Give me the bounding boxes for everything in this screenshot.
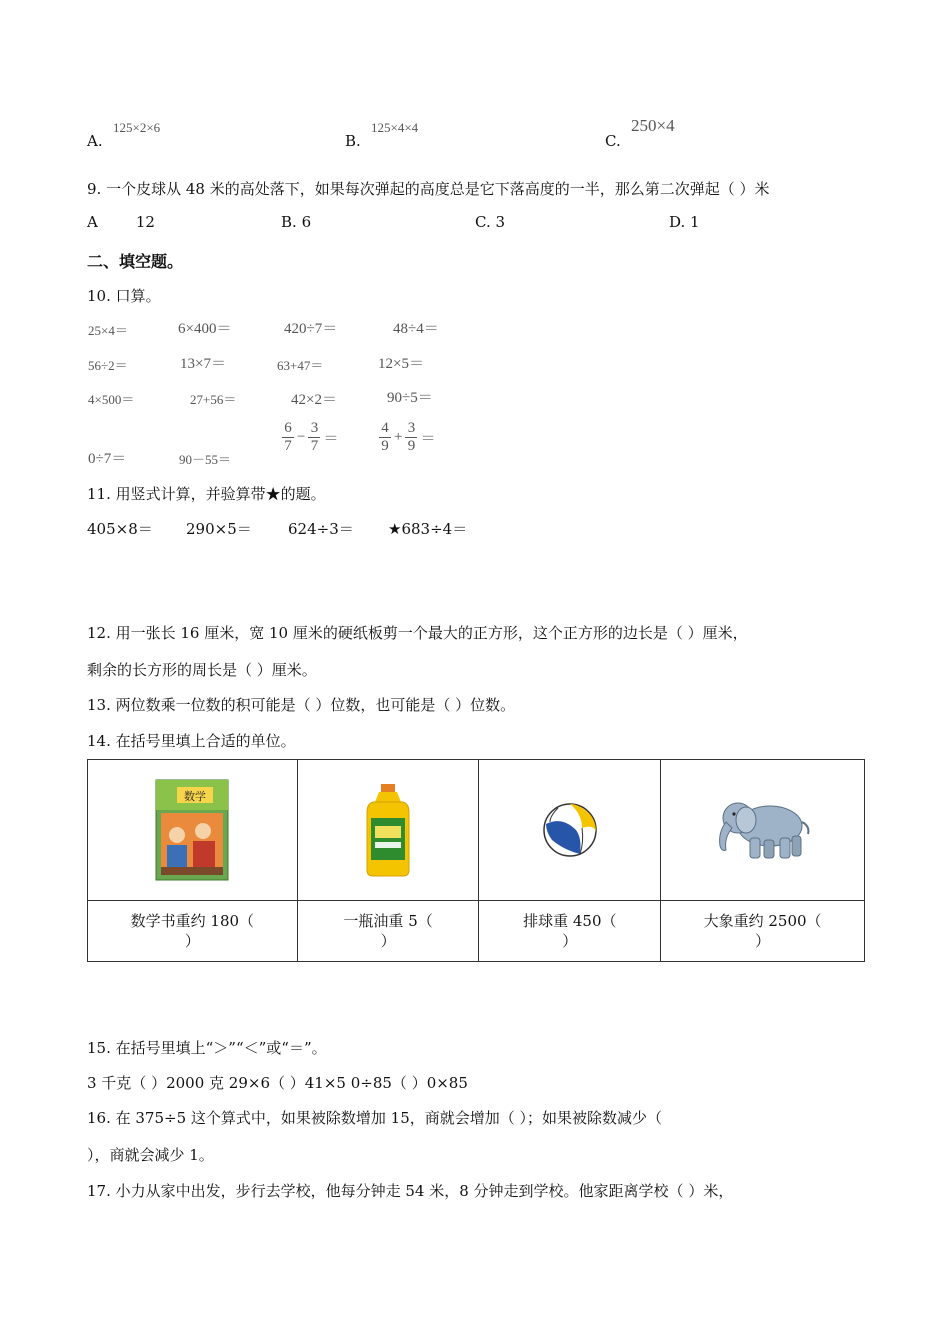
- fraction-numerator: 4: [381, 420, 389, 436]
- q9-option-b-label: B.: [281, 213, 297, 231]
- oral-calc-item: 63+47＝: [277, 358, 324, 373]
- vertical-calc-item: ★683÷4＝: [388, 520, 468, 538]
- q9-option-b: [281, 213, 311, 231]
- q9-option-a-label: A: [87, 213, 98, 231]
- oral-calc-item: 0÷7＝: [88, 451, 127, 467]
- oral-calc-item: 4×500＝: [88, 392, 135, 407]
- q9-option-d-value: 1: [690, 213, 700, 231]
- fraction-denominator: 7: [310, 438, 319, 455]
- unit-text-line-2: ）: [184, 932, 200, 950]
- oral-calc-item: 6×400＝: [178, 321, 232, 337]
- q13-question: 13. 两位数乘一位数的积可能是（ ）位数，也可能是（ ）位数。: [87, 696, 516, 714]
- unit-table: [87, 759, 865, 962]
- oral-calc-item: 27+56＝: [190, 392, 237, 407]
- oral-calc-item: 42×2＝: [291, 392, 337, 408]
- unit-image-cell: [88, 760, 298, 901]
- q8-option-c-expr: 250×4: [631, 116, 675, 135]
- q8-option-a-expr: 125×2×6: [113, 120, 161, 135]
- operator: −: [297, 429, 306, 446]
- q8-option-a-label: A.: [87, 132, 103, 150]
- q8-option-c-label: C.: [605, 132, 621, 150]
- unit-text-line-2: ）: [562, 932, 578, 950]
- operator: +: [394, 429, 403, 446]
- unit-text-cell: [297, 901, 479, 962]
- fraction: [379, 420, 391, 456]
- unit-image-cell: [479, 760, 661, 901]
- math-book-icon: [155, 779, 229, 881]
- oil-bottle-icon: [365, 782, 411, 878]
- fraction: [308, 420, 320, 456]
- unit-text-cell: [661, 901, 865, 962]
- q15-title: 15. 在括号里填上“＞”“＜”或“＝”。: [87, 1039, 327, 1057]
- q9-option-d-label: D.: [669, 213, 686, 231]
- oral-calc-item: 12×5＝: [378, 356, 424, 372]
- unit-text-line-1: 排球重 450（: [523, 912, 617, 930]
- fraction-expression: [282, 420, 338, 456]
- fraction-numerator: 3: [310, 420, 319, 436]
- unit-image-cell: [297, 760, 479, 901]
- unit-text-line-1: 大象重约 2500（: [703, 912, 822, 930]
- fraction: [405, 420, 417, 456]
- unit-text-cell: [479, 901, 661, 962]
- oral-calc-item: 13×7＝: [180, 356, 226, 372]
- q11-title: 11. 用竖式计算，并验算带★的题。: [87, 485, 326, 503]
- q9-option-c-value: 3: [495, 213, 506, 231]
- unit-text-line-2: ）: [755, 932, 771, 950]
- unit-image-cell: [661, 760, 865, 901]
- fraction-denominator: 7: [284, 438, 292, 455]
- equals-sign: ＝: [323, 431, 339, 448]
- oral-calc-item: 420÷7＝: [284, 321, 338, 337]
- oral-calc-item: 48÷4＝: [393, 321, 439, 337]
- fraction: [282, 420, 294, 456]
- q12-line-1: 12. 用一张长 16 厘米，宽 10 厘米的硬纸板剪一个最大的正方形，这个正方形的边长是（ ）厘米，: [87, 624, 748, 642]
- fraction-denominator: 9: [407, 438, 416, 455]
- q8-option-b: [345, 118, 585, 150]
- fraction-denominator: 9: [381, 438, 389, 455]
- svg-text:数学: 数学: [184, 790, 207, 803]
- unit-text-cell: [88, 901, 298, 962]
- volleyball-icon: [542, 802, 598, 858]
- unit-text-line-1: 一瓶油重 5（: [343, 912, 433, 930]
- unit-text-line-2: ）: [380, 932, 396, 950]
- q8-option-a: [87, 118, 327, 150]
- elephant-icon: [714, 798, 812, 862]
- q9-option-b-value: 6: [301, 213, 312, 231]
- oral-calc-item: 90÷5＝: [387, 390, 433, 406]
- vertical-calc-item: 624÷3＝: [288, 520, 354, 538]
- unit-text-line-1: 数学书重约 180（: [130, 912, 255, 930]
- q9-option-c-label: C.: [475, 213, 491, 231]
- q8-option-b-expr: 125×4×4: [371, 120, 419, 135]
- q16-line-1: 16. 在 375÷5 这个算式中，如果被除数增加 15，商就会增加（ ）；如果被除数减少（: [87, 1109, 663, 1127]
- q9-option-c: [475, 213, 505, 231]
- q12-line-2: 剩余的长方形的周长是（ ）厘米。: [87, 661, 317, 679]
- q9-option-a-value: 12: [135, 213, 155, 231]
- q16-line-2: ），商就会减少 1。: [87, 1146, 214, 1164]
- q8-option-b-label: B.: [345, 132, 361, 150]
- section-title: 二、填空题。: [87, 252, 184, 271]
- oral-calc-item: 25×4＝: [88, 323, 128, 338]
- q17-question: 17. 小力从家中出发，步行去学校，他每分钟走 54 米，8 分钟走到学校。他家距离学校（ ）米，: [87, 1182, 734, 1200]
- q9-option-a: [87, 213, 155, 231]
- fraction-numerator: 3: [407, 420, 416, 436]
- oral-calc-item: 56÷2＝: [88, 358, 128, 373]
- q9-option-d: [669, 213, 700, 231]
- equals-sign: ＝: [420, 431, 436, 448]
- q8-option-c: [605, 114, 845, 150]
- vertical-calc-item: 405×8＝: [87, 520, 153, 538]
- oral-calc-item: 90－55＝: [179, 452, 232, 467]
- fraction-numerator: 6: [284, 420, 292, 436]
- q15-comparisons: 3 千克（ ）2000 克 29×6（ ）41×5 0÷85（ ）0×85: [87, 1074, 468, 1092]
- q10-title: 10. 口算。: [87, 287, 161, 305]
- q14-title: 14. 在括号里填上合适的单位。: [87, 732, 296, 750]
- fraction-expression: [379, 420, 435, 456]
- vertical-calc-item: 290×5＝: [186, 520, 252, 538]
- q9-question: 9. 一个皮球从 48 米的高处落下，如果每次弹起的高度总是它下落高度的一半，那么第二次弹起（ ）米: [87, 180, 770, 198]
